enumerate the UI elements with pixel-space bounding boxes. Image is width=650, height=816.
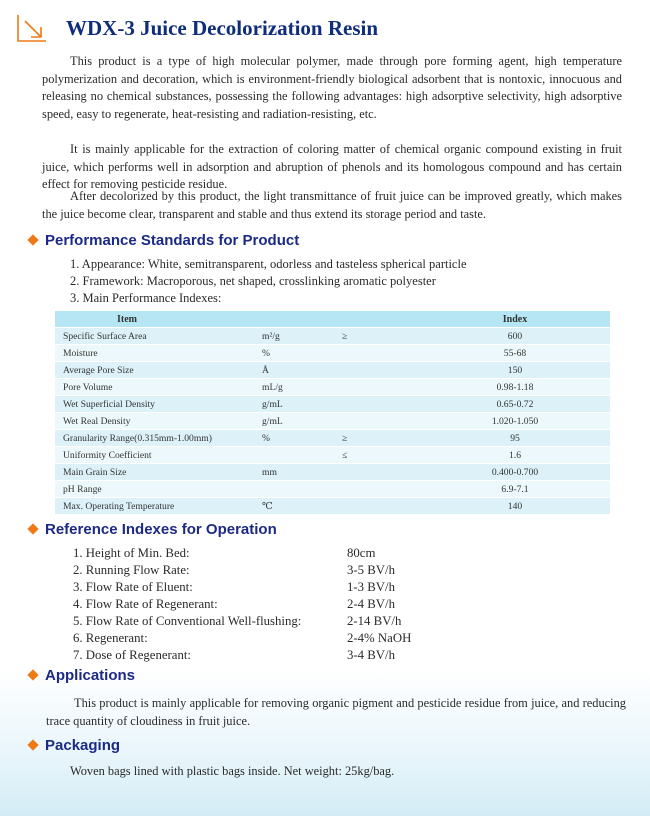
- table-row: [55, 396, 610, 413]
- operation-value: 3-5 BV/h: [347, 563, 395, 577]
- cell-index: 150: [420, 362, 610, 379]
- cell-symbol: [332, 396, 420, 413]
- cell-item: Granularity Range(0.315mm-1.00mm): [55, 430, 262, 447]
- operation-label: 1. Height of Min. Bed:: [73, 546, 190, 560]
- operation-label: 3. Flow Rate of Eluent:: [73, 580, 193, 594]
- cell-unit: [262, 481, 332, 498]
- section-heading-text: Performance Standards for Product: [45, 232, 300, 249]
- table-row: [55, 481, 610, 498]
- section-heading-packaging: [27, 737, 120, 754]
- cell-symbol: [332, 481, 420, 498]
- cell-unit: %: [262, 345, 332, 362]
- diamond-bullet-icon: [27, 234, 38, 245]
- performance-list: [70, 256, 467, 307]
- table-row: [55, 328, 610, 345]
- cell-index: 0.400-0.700: [420, 464, 610, 481]
- cell-index: 140: [420, 498, 610, 515]
- table-row: [55, 498, 610, 515]
- operation-value: 3-4 BV/h: [347, 648, 395, 662]
- cell-symbol: [332, 498, 420, 515]
- intro-paragraph-3: After decolorized by this product, the light transmittance of fruit juice can be improved greatly, which makes the juice become clear, transparent and stable and thus extend its storage period and taste.: [42, 189, 622, 221]
- list-item: [73, 647, 411, 664]
- cell-unit: ℃: [262, 498, 332, 515]
- intro-paragraph-1: This product is a type of high molecular polymer, made through pore forming agent, high temperature polymerization and decoration, which is environment-friendly biological adsorbent that is nontoxic, innocuous and releasing no chemical substances, possessing the following advantages: high adsorptive selectivity, high adsorptive speed, easy to regenerate, heat-resisting and radiation-resisting, etc.: [42, 54, 622, 121]
- cell-item: Max. Operating Temperature: [55, 498, 262, 515]
- cell-index: 1.6: [420, 447, 610, 464]
- section-heading-operation: [27, 521, 277, 538]
- section-heading-text: Reference Indexes for Operation: [45, 521, 277, 538]
- table-row: [55, 430, 610, 447]
- cell-index: 1.020-1.050: [420, 413, 610, 430]
- list-item: [73, 579, 411, 596]
- operation-label: 2. Running Flow Rate:: [73, 563, 190, 577]
- column-header-item: Item: [55, 311, 420, 328]
- list-item: [73, 562, 411, 579]
- operation-label: 7. Dose of Regenerant:: [73, 648, 191, 662]
- operation-label: 5. Flow Rate of Conventional Well-flushing:: [73, 614, 302, 628]
- cell-item: Uniformity Coefficient: [55, 447, 262, 464]
- list-item: [73, 613, 411, 630]
- cell-unit: %: [262, 430, 332, 447]
- cell-unit: g/mL: [262, 396, 332, 413]
- diamond-bullet-icon: [27, 523, 38, 534]
- cell-index: 95: [420, 430, 610, 447]
- cell-symbol: ≤: [332, 447, 420, 464]
- cell-item: Wet Real Density: [55, 413, 262, 430]
- diamond-bullet-icon: [27, 669, 38, 680]
- cell-index: 0.98-1.18: [420, 379, 610, 396]
- cell-symbol: ≥: [332, 328, 420, 345]
- diamond-bullet-icon: [27, 739, 38, 750]
- list-item: [73, 596, 411, 613]
- table-row: [55, 447, 610, 464]
- operation-index-list: [73, 545, 411, 664]
- cell-index: 55-68: [420, 345, 610, 362]
- operation-value: 2-4% NaOH: [347, 631, 412, 645]
- applications-text: This product is mainly applicable for removing organic pigment and pesticide residue from juice, and reducing trace quantity of cloudiness in fruit juice.: [46, 696, 626, 728]
- cell-unit: [262, 447, 332, 464]
- cell-item: Wet Superficial Density: [55, 396, 262, 413]
- cell-item: Pore Volume: [55, 379, 262, 396]
- page-title: WDX-3 Juice Decolorization Resin: [66, 16, 379, 40]
- cell-item: Average Pore Size: [55, 362, 262, 379]
- operation-label: 6. Regenerant:: [73, 631, 148, 645]
- table-header-row: [55, 311, 610, 328]
- cell-unit: g/mL: [262, 413, 332, 430]
- cell-unit: m²/g: [262, 328, 332, 345]
- list-item: [73, 630, 411, 647]
- cell-symbol: [332, 413, 420, 430]
- column-header-index: Index: [420, 311, 610, 328]
- table-row: [55, 345, 610, 362]
- cell-item: pH Range: [55, 481, 262, 498]
- operation-value: 2-14 BV/h: [347, 614, 402, 628]
- operation-label: 4. Flow Rate of Regenerant:: [73, 597, 218, 611]
- intro-paragraph-2: It is mainly applicable for the extraction of coloring matter of chemical organic compound existing in fruit juice, which performs well in adsorption and abruption of phenols and its homologous compound and has certain effect for removing pesticide residue.: [42, 142, 622, 191]
- cell-unit: mL/g: [262, 379, 332, 396]
- list-item: 1. Appearance: White, semitransparent, odorless and tasteless spherical particle: [70, 257, 467, 271]
- corner-arrow-logo-icon: [16, 13, 48, 43]
- cell-symbol: [332, 379, 420, 396]
- cell-item: Moisture: [55, 345, 262, 362]
- cell-unit: mm: [262, 464, 332, 481]
- list-item: 3. Main Performance Indexes:: [70, 291, 222, 305]
- cell-unit: Å: [262, 362, 332, 379]
- operation-value: 80cm: [347, 546, 376, 560]
- section-heading-performance: [27, 232, 299, 249]
- cell-symbol: ≥: [332, 430, 420, 447]
- cell-symbol: [332, 464, 420, 481]
- packaging-text: Woven bags lined with plastic bags inside. Net weight: 25kg/bag.: [70, 764, 395, 778]
- list-item: [73, 545, 411, 562]
- cell-symbol: [332, 345, 420, 362]
- cell-item: Main Grain Size: [55, 464, 262, 481]
- performance-index-table: [55, 311, 610, 515]
- table-row: [55, 379, 610, 396]
- section-heading-text: Packaging: [45, 737, 121, 754]
- operation-value: 1-3 BV/h: [347, 580, 395, 594]
- operation-value: 2-4 BV/h: [347, 597, 395, 611]
- table-row: [55, 413, 610, 430]
- table-row: [55, 362, 610, 379]
- cell-symbol: [332, 362, 420, 379]
- cell-item: Specific Surface Area: [55, 328, 262, 345]
- section-heading-applications: [27, 667, 135, 684]
- cell-index: 600: [420, 328, 610, 345]
- table-row: [55, 464, 610, 481]
- cell-index: 6.9-7.1: [420, 481, 610, 498]
- list-item: 2. Framework: Macroporous, net shaped, crosslinking aromatic polyester: [70, 274, 436, 288]
- cell-index: 0.65-0.72: [420, 396, 610, 413]
- section-heading-text: Applications: [45, 667, 136, 684]
